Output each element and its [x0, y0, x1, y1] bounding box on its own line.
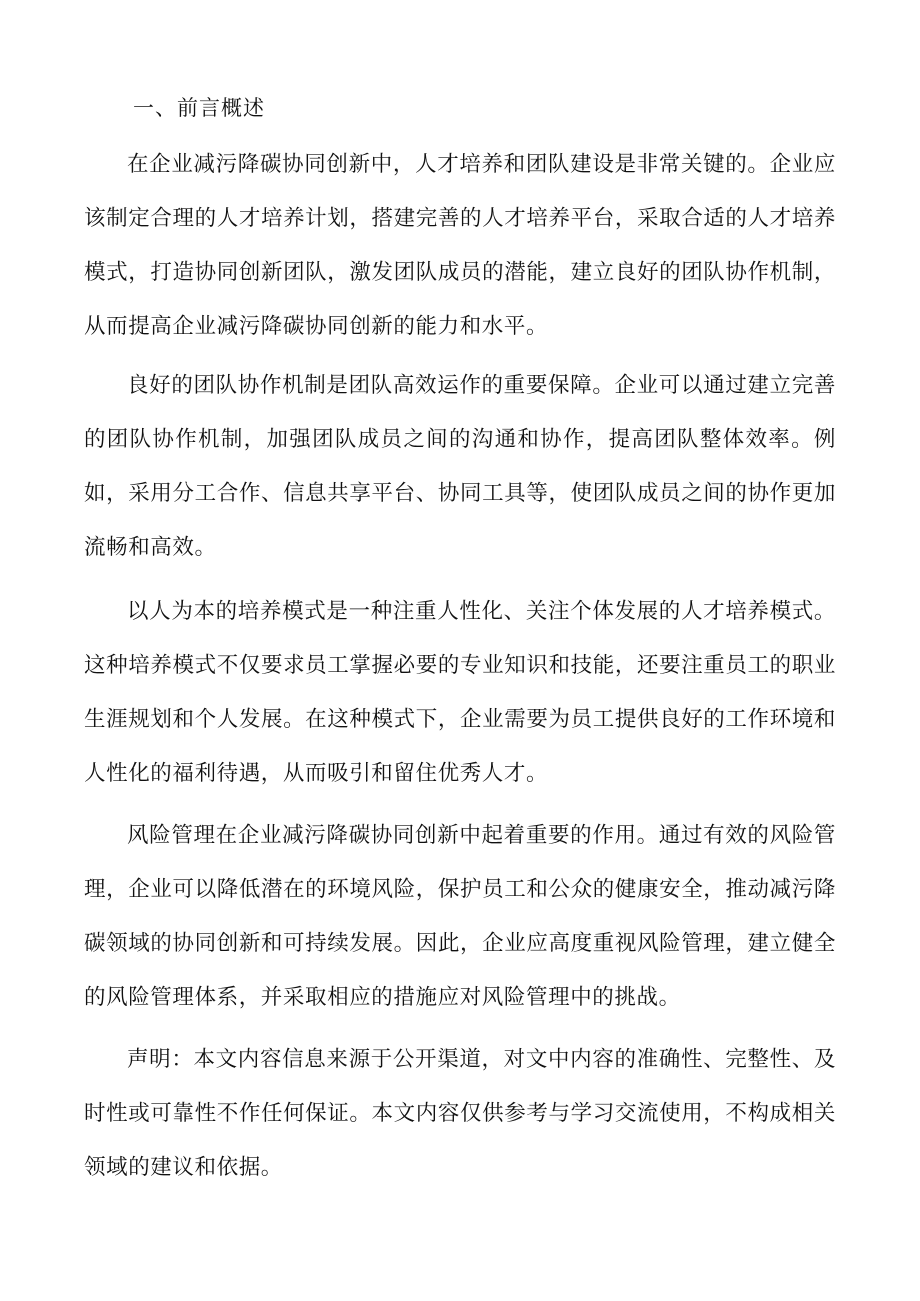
paragraph-disclaimer: 声明：本文内容信息来源于公开渠道，对文中内容的准确性、完整性、及时性或可靠性不作任何保证。本文内容仅供参考与学习交流使用，不构成相关领域的建议和依据。: [84, 1047, 836, 1180]
paragraph-talent-training: 在企业减污降碳协同创新中，人才培养和团队建设是非常关键的。企业应该制定合理的人才培养计划，搭建完善的人才培养平台，采取合适的人才培养模式，打造协同创新团队，激发团队成员的潜能，建立良好的团队协作机制，从而提高企业减污降碳协同创新的能力和水平。: [84, 152, 836, 339]
section-heading: 一、前言概述: [133, 96, 265, 120]
paragraph-team-collaboration: 良好的团队协作机制是团队高效运作的重要保障。企业可以通过建立完善的团队协作机制，加强团队成员之间的沟通和协作，提高团队整体效率。例如，采用分工合作、信息共享平台、协同工具等，使团队成员之间的协作更加流畅和高效。: [84, 373, 836, 560]
paragraph-risk-management: 风险管理在企业减污降碳协同创新中起着重要的作用。通过有效的风险管理，企业可以降低潜在的环境风险，保护员工和公众的健康安全，推动减污降碳领域的协同创新和可持续发展。因此，企业应高度重视风险管理，建立健全的风险管理体系，并采取相应的措施应对风险管理中的挑战。: [84, 823, 836, 1010]
paragraph-people-oriented: 以人为本的培养模式是一种注重人性化、关注个体发展的人才培养模式。这种培养模式不仅要求员工掌握必要的专业知识和技能，还要注重员工的职业生涯规划和个人发展。在这种模式下，企业需要为员工提供良好的工作环境和人性化的福利待遇，从而吸引和留住优秀人才。: [84, 599, 836, 786]
